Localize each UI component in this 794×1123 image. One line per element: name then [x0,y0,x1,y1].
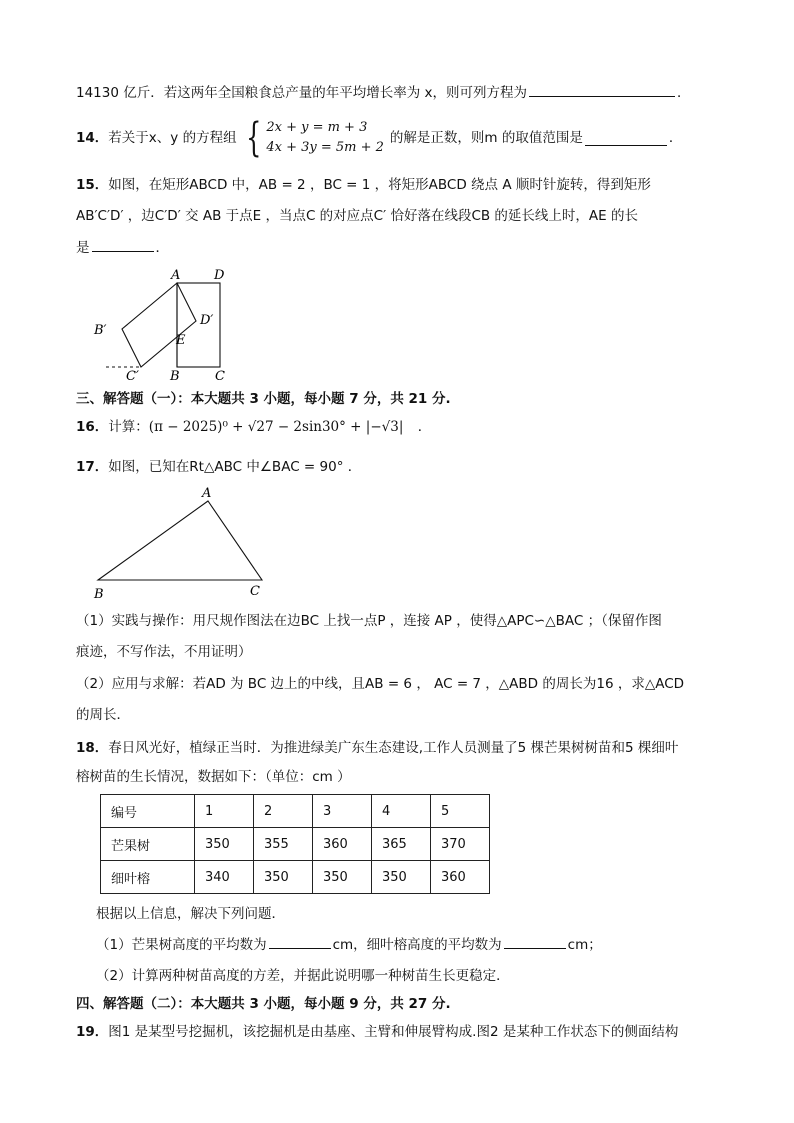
label-a: A [171,268,181,283]
q16-expression: (π − 2025)⁰ + √27 − 2sin30° + |−√3| [148,419,404,435]
section-4-title: 四、解答题（二）：本大题共 3 小题，每小题 9 分，共 27 分. [76,996,451,1012]
equation-2: 4x + 3y = 5m + 2 [266,140,384,155]
label-b: B [170,369,180,384]
q18-part1-text-c: cm； [567,937,602,953]
table-cell: 350 [313,861,372,894]
label-e: E [176,333,186,348]
table-cell: 细叶榕 [101,861,195,894]
label-a: A [202,486,212,501]
table-cell: 编号 [101,795,195,828]
q18-part1-text-b: cm，细叶榕高度的平均数为 [332,937,502,953]
q17-intro: 如图，已知在Rt△ABC 中∠BAC = 90° ． [108,459,362,475]
q14-line [76,115,734,161]
q19-line [76,1022,734,1042]
q17-part2-line1: （2）应用与求解：若AD 为 BC 边上的中线，且AB = 6 ， AC = 7 ，△ABD 的周长为16 ，求△ACD [76,676,685,692]
triangle-abc [98,501,262,580]
q17-number: 17． [76,459,109,475]
q15-figure [88,262,238,384]
q14-number: 14． [76,130,109,146]
q14-answer-blank[interactable] [585,131,667,146]
q15-line1 [76,175,734,195]
q16-number: 16． [76,419,109,435]
q18-part2: （2）计算两种树苗高度的方差，并据此说明哪一种树苗生长更稳定． [96,968,510,984]
table-cell: 芒果树 [101,828,195,861]
table-cell: 2 [254,795,313,828]
q17-figure [88,482,278,602]
mango-mean-blank[interactable] [269,934,331,949]
q15-line3 [76,237,734,258]
q15-number: 15． [76,177,109,193]
q15-line2: AB′C′D′ ，边C′D′ 交 AB 于点E ，当点C 的对应点C′ 恰好落在线段CB 的延长线上时，AE 的长 [76,208,638,224]
section-3-title: 三、解答题（一）：本大题共 3 小题，每小题 7 分，共 21 分. [76,391,451,407]
q18-line2: 榕树苗的生长情况，数据如下：（单位：cm ） [76,769,351,785]
table-cell: 3 [313,795,372,828]
q16-line [76,417,734,437]
table-row-banyan [101,861,490,894]
label-b-prime: B′ [94,323,107,338]
q14-end: ． [668,130,683,146]
q17-part1-line2: 痕迹，不写作法，不用证明） [76,644,252,660]
table-cell: 350 [195,828,254,861]
q16-end: ． [417,419,432,435]
q18-text1: 春日风光好，植绿正当时．为推进绿美广东生态建设,工作人员测量了5 棵芒果树树苗和5 棵细叶 [108,740,679,756]
q17-line [76,457,734,477]
label-b: B [94,587,104,602]
table-cell: 365 [372,828,431,861]
q15-end: ． [155,240,169,256]
label-d-prime: D′ [200,313,214,328]
q18-note: 根据以上信息，解决下列问题． [96,906,285,922]
table-cell: 5 [431,795,490,828]
table-cell: 1 [195,795,254,828]
brace-symbol: { [245,115,262,161]
q17-part2-line2: 的周长． [76,707,130,723]
label-c: C [215,369,225,384]
label-c: C [250,584,260,599]
q18-line1 [76,738,734,758]
q13-answer-blank[interactable] [529,82,675,97]
q13-text: 14130 亿斤．若这两年全国粮食总产量的年平均增长率为 x，则可列方程为 [76,85,528,101]
table-cell: 350 [372,861,431,894]
equation-1: 2x + y = m + 3 [266,120,368,135]
q19-number: 19． [76,1024,109,1040]
table-cell: 360 [313,828,372,861]
q16-text: 计算： [108,419,149,435]
q18-part1-text-a: （1）芒果树高度的平均数为 [96,937,267,953]
table-row-mango [101,828,490,861]
table-cell: 355 [254,828,313,861]
table-cell: 360 [431,861,490,894]
table-cell: 4 [372,795,431,828]
table-cell: 370 [431,828,490,861]
rectangle-ab-c-d-prime [122,283,196,367]
banyan-mean-blank[interactable] [504,934,566,949]
equation-system [266,118,384,158]
growth-data-table [100,794,490,894]
q13-line [76,82,734,103]
q18-part1 [96,934,734,955]
table-row-header [101,795,490,828]
q14-text1: 若关于x、y 的方程组 [108,130,237,146]
label-d: D [214,268,225,283]
q14-text2: 的解是正数，则m 的取值范围是 [389,130,583,146]
q18-number: 18． [76,740,109,756]
label-c-prime: C′ [126,369,139,384]
q15-text1: 如图，在矩形ABCD 中，AB = 2 ，BC = 1 ，将矩形ABCD 绕点 A 顺时针旋转，得到矩形 [108,177,651,193]
q19-text: 图1 是某型号挖掘机，该挖掘机是由基座、主臂和伸展臂构成.图2 是某种工作状态下的侧面结构 [108,1024,679,1040]
table-cell: 340 [195,861,254,894]
q13-end: ． [677,85,691,101]
table-cell: 350 [254,861,313,894]
q15-answer-blank[interactable] [92,237,154,252]
q15-text3: 是 [76,240,90,256]
q17-part1-line1: （1）实践与操作：用尺规作图法在边BC 上找一点P ，连接 AP ，使得△APC∽△BAC ；（保留作图 [76,613,662,629]
